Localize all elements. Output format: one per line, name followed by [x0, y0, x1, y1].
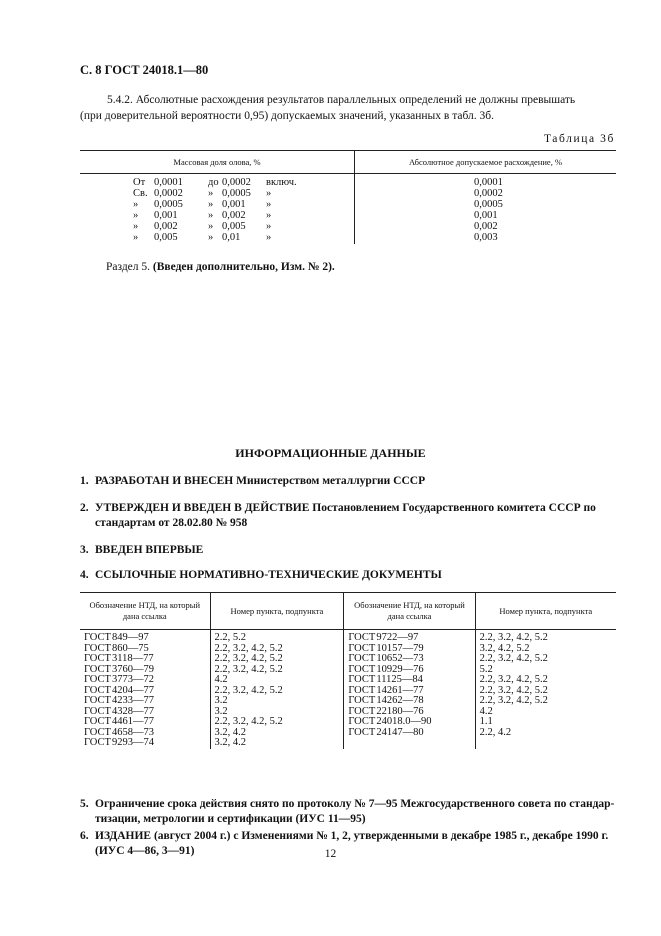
- gost-prefix: ГОСТ: [348, 663, 376, 675]
- gost-number: 24018.0—90: [376, 716, 432, 727]
- razdel-amendment: (Введен дополнительно, Изм. № 2).: [152, 261, 335, 273]
- range-part: 0,001: [154, 210, 178, 221]
- ntd-points-row: 2.2, 3.2, 4.2, 5.2: [214, 642, 283, 654]
- table-3b-range-row: [133, 188, 353, 199]
- range-part: 0,0001: [154, 177, 183, 188]
- razdel-label: Раздел 5.: [106, 261, 151, 273]
- info-data-title: ИНФОРМАЦИОННЫЕ ДАННЫЕ: [235, 446, 426, 460]
- range-part: »: [266, 232, 272, 243]
- range-part: »: [266, 210, 272, 221]
- gost-prefix: ГОСТ: [84, 726, 111, 738]
- ntd-points-row: 2.2, 3.2, 4.2, 5.2: [214, 653, 283, 664]
- item-text: ССЫЛОЧНЫЕ НОРМАТИВНО-ТЕХНИЧЕСКИЕ ДОКУМЕНТЫ: [95, 569, 442, 581]
- ntd-doc-row: [348, 717, 474, 728]
- page-number: 12: [324, 848, 337, 860]
- paragraph-line-2: (при доверительной вероятности 0,95) допускаемых значений, указанных в табл. 3б.: [80, 109, 495, 122]
- ntd-points-row: 2.2, 4.2: [479, 726, 512, 738]
- range-part: »: [208, 188, 214, 199]
- gost-prefix: ГОСТ: [84, 705, 111, 717]
- info-item-2: [80, 501, 616, 531]
- ntd-doc-row: [84, 696, 210, 707]
- gost-prefix: ГОСТ: [348, 726, 376, 738]
- ntd-points-row: 2.2, 3.2, 4.2, 5.2: [479, 684, 548, 696]
- gost-number: 4233—77: [112, 695, 154, 706]
- table-3b-value: 0,001: [474, 210, 498, 221]
- gost-number: 860—75: [112, 642, 149, 654]
- ntd-points-row: 3.2: [214, 705, 228, 717]
- gost-prefix: ГОСТ: [348, 653, 376, 664]
- ntd-doc-row: [84, 717, 210, 728]
- range-part: »: [133, 210, 139, 221]
- gost-prefix: ГОСТ: [84, 653, 111, 664]
- item-number: 3.: [80, 544, 89, 556]
- range-part: 0,005: [222, 221, 246, 232]
- item-number: 2.: [80, 502, 89, 514]
- item-text: ВВЕДЕН ВПЕРВЫЕ: [95, 544, 204, 556]
- table-3b-range-row: [133, 221, 353, 232]
- ntd-points-left: [210, 630, 344, 749]
- ntd-header-doc-left: Обозначение НТД, на который дана ссылка: [80, 593, 210, 630]
- table-3b: [80, 150, 616, 244]
- gost-prefix: ГОСТ: [84, 663, 111, 675]
- range-part: 0,0005: [222, 188, 251, 199]
- range-part: От: [133, 177, 146, 188]
- item-number: 1.: [80, 475, 89, 487]
- gost-prefix: ГОСТ: [348, 674, 376, 685]
- range-part: 0,005: [154, 232, 178, 243]
- gost-prefix: ГОСТ: [84, 642, 111, 654]
- item-text-line-2: стандартам от 28.02.80 № 958: [95, 517, 248, 529]
- info-item-5: [80, 797, 616, 827]
- ntd-points-row: 2.2, 3.2, 4.2, 5.2: [479, 632, 548, 643]
- razdel-5-note: [106, 261, 335, 273]
- ntd-points-row: 2.2, 3.2, 4.2, 5.2: [214, 663, 283, 675]
- gost-prefix: ГОСТ: [348, 632, 376, 643]
- range-part: до: [208, 177, 219, 188]
- item-text: Ограничение срока действия снято по протоколу № 7—95 Межгосударственного совета по стандар-: [95, 798, 615, 810]
- ntd-docs-right: [344, 630, 475, 749]
- info-item-3: [80, 543, 616, 558]
- ntd-points-row: 2.2, 3.2, 4.2, 5.2: [214, 716, 283, 727]
- ntd-doc-row: [348, 654, 474, 665]
- ntd-header-doc-right: Обозначение НТД, на который дана ссылка: [344, 593, 475, 630]
- ntd-header-points-right: Номер пункта, подпункта: [475, 593, 616, 630]
- table-3b-range-row: [133, 199, 353, 210]
- item-text: РАЗРАБОТАН И ВНЕСЕН Министерством металлургии СССР: [95, 475, 426, 487]
- range-part: »: [208, 221, 214, 232]
- range-part: 0,002: [154, 221, 178, 232]
- range-part: »: [266, 188, 272, 199]
- range-part: »: [133, 199, 139, 210]
- range-part: 0,0002: [222, 177, 251, 188]
- table-3b-value: 0,0001: [474, 177, 503, 188]
- gost-prefix: ГОСТ: [348, 684, 376, 696]
- table-3b-col1-header: Массовая доля олова, %: [80, 151, 355, 174]
- ntd-points-row: 2.2, 3.2, 4.2, 5.2: [214, 684, 283, 696]
- gost-number: 4328—77: [112, 705, 154, 717]
- range-part: 0,0002: [154, 188, 183, 199]
- range-part: »: [208, 210, 214, 221]
- gost-number: 10929—76: [376, 663, 424, 675]
- ntd-doc-row: [84, 633, 210, 644]
- gost-number: 4658—73: [112, 726, 154, 738]
- table-3b-value: 0,0005: [474, 199, 503, 210]
- ntd-points-row: 3.2: [214, 695, 228, 706]
- paragraph-5-4-2: [80, 93, 616, 124]
- table-3b-caption: Таблица 3б: [543, 133, 615, 145]
- ntd-points-row: 4.2: [479, 705, 493, 717]
- info-item-4: [80, 568, 616, 583]
- gost-number: 24147—80: [376, 726, 424, 738]
- range-part: »: [208, 199, 214, 210]
- ntd-points-row: 2.2, 3.2, 4.2, 5.2: [479, 674, 548, 685]
- gost-number: 4461—77: [112, 716, 154, 727]
- ntd-doc-row: [348, 675, 474, 686]
- ntd-points-right: [475, 630, 616, 749]
- gost-number: 11125—84: [376, 674, 423, 685]
- gost-number: 9722—97: [376, 632, 419, 643]
- ntd-points-row: 3.2, 4.2: [214, 737, 247, 748]
- range-part: 0,0005: [154, 199, 183, 210]
- range-part: включ.: [266, 177, 297, 188]
- ntd-doc-row: [348, 728, 474, 739]
- gost-number: 22180—76: [376, 705, 424, 717]
- gost-number: 9293—74: [112, 737, 154, 748]
- gost-prefix: ГОСТ: [84, 737, 111, 748]
- table-3b-value: 0,003: [474, 232, 498, 243]
- ntd-docs-left: [80, 630, 210, 749]
- item-number: 5.: [80, 798, 89, 810]
- table-3b-ranges: [80, 174, 355, 245]
- gost-prefix: ГОСТ: [348, 642, 376, 654]
- range-part: »: [133, 221, 139, 232]
- ntd-doc-row: [348, 696, 474, 707]
- page-header: С. 8 ГОСТ 24018.1—80: [80, 63, 209, 77]
- ntd-points-row: 1.1: [479, 716, 493, 727]
- range-part: Св.: [133, 188, 148, 199]
- gost-prefix: ГОСТ: [348, 716, 376, 727]
- gost-number: 849—97: [112, 632, 149, 643]
- gost-prefix: ГОСТ: [348, 695, 376, 706]
- gost-number: 3118—77: [112, 653, 154, 664]
- ntd-table: [80, 592, 616, 749]
- table-3b-value: 0,0002: [474, 188, 503, 199]
- range-part: »: [133, 232, 139, 243]
- table-3b-range-row: [133, 210, 353, 221]
- ntd-points-row: 2.2, 3.2, 4.2, 5.2: [479, 695, 548, 706]
- table-3b-values: [355, 174, 617, 245]
- gost-number: 4204—77: [112, 684, 154, 696]
- ntd-doc-row: [84, 738, 210, 749]
- ntd-points-row: 3.2, 4.2: [214, 726, 247, 738]
- ntd-points-row: 5.2: [479, 663, 493, 675]
- ntd-doc-row: [84, 654, 210, 665]
- item-text: ИЗДАНИЕ (август 2004 г.) с Изменениями № 1, 2, утвержденными в декабре 1985 г., декабре 1990 г.: [95, 830, 609, 842]
- gost-number: 10652—73: [376, 653, 424, 664]
- table-3b-value: 0,002: [474, 221, 498, 232]
- ntd-doc-row: [348, 633, 474, 644]
- gost-number: 14262—78: [376, 695, 424, 706]
- range-part: »: [208, 232, 214, 243]
- ntd-points-row: 2.2, 5.2: [214, 632, 247, 643]
- range-part: »: [266, 199, 272, 210]
- item-text: УТВЕРЖДЕН И ВВЕДЕН В ДЕЙСТВИЕ Постановлением Государственного комитета СССР по: [95, 502, 596, 514]
- ntd-points-row: 3.2, 4.2, 5.2: [479, 642, 530, 654]
- gost-prefix: ГОСТ: [84, 695, 111, 706]
- paragraph-line-1: 5.4.2. Абсолютные расхождения результатов параллельных определений не должны превышать: [107, 94, 576, 106]
- gost-number: 3773—72: [112, 674, 154, 685]
- ntd-header-points-left: Номер пункта, подпункта: [210, 593, 344, 630]
- gost-prefix: ГОСТ: [84, 632, 111, 643]
- table-3b-col2-header: Абсолютное допускаемое расхождение, %: [355, 151, 617, 174]
- gost-number: 10157—79: [376, 642, 424, 654]
- item-number: 4.: [80, 569, 89, 581]
- gost-prefix: ГОСТ: [84, 684, 111, 696]
- range-part: 0,001: [222, 199, 246, 210]
- gost-number: 14261—77: [376, 684, 424, 696]
- ntd-points-row: 4.2: [214, 674, 228, 685]
- gost-prefix: ГОСТ: [84, 674, 111, 685]
- ntd-table-header: [80, 593, 616, 630]
- ntd-doc-row: [84, 675, 210, 686]
- item-text-line-2: (ИУС 4—86, 3—91): [95, 845, 195, 857]
- info-item-1: [80, 474, 616, 489]
- range-part: 0,01: [222, 232, 241, 243]
- range-part: 0,002: [222, 210, 246, 221]
- gost-prefix: ГОСТ: [84, 716, 111, 727]
- ntd-points-row: 2.2, 3.2, 4.2, 5.2: [479, 653, 548, 664]
- range-part: »: [266, 221, 272, 232]
- table-3b-range-row: [133, 177, 353, 188]
- item-text-line-2: тизации, метрологии и сертификации (ИУС 11—95): [95, 813, 366, 825]
- table-3b-range-row: [133, 232, 353, 243]
- item-number: 6.: [80, 830, 89, 842]
- gost-prefix: ГОСТ: [348, 705, 376, 717]
- gost-number: 3760—79: [112, 663, 154, 675]
- table-3b-header: [80, 151, 616, 174]
